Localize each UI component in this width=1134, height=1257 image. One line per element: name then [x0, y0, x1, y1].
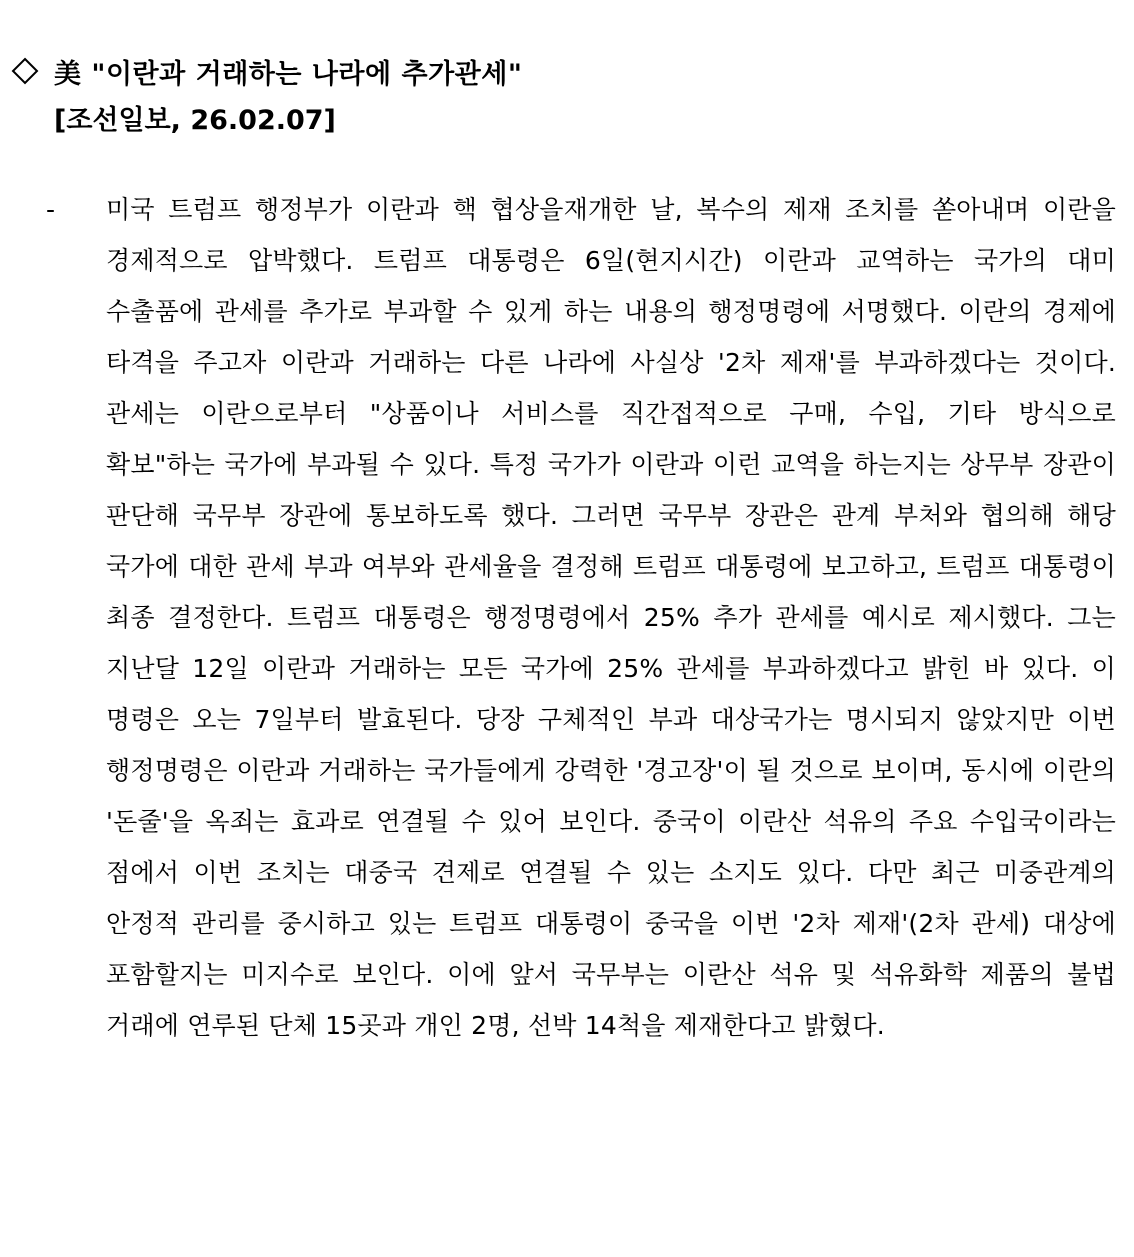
- list-dash: -: [46, 195, 56, 224]
- diamond-bullet-icon: [0, 56, 50, 86]
- article-header: [0, 46, 1134, 146]
- article-source: [조선일보, 26.02.07]: [54, 105, 336, 136]
- article-body: 미국 트럼프 행정부가 이란과 핵 협상을재개한 날, 복수의 제재 조치를 쏟아내며 이란을 경제적으로 압박했다. 트럼프 대통령은 6일(현지시간) 이란과 교역하는 국가의 대미 수출품에 관세를 추가로 부과할 수 있게 하는 내용의 행정명령에 서명했다. 이란의 경제에 타격을 주고자 이란과 거래하는 다른 나라에 사실상 '2차 제재'를 부과하겠다는 것이다. 관세는 이란으로부터 "상품이나 서비스를 직간접적으로 구매, 수입, 기타 방식으로 확보"하는 국가에 부과될 수 있다. 특정 국가가 이란과 이런 교역을 하는지는 상무부 장관이 판단해 국무부 장관에 통보하도록 했다. 그러면 국무부 장관은 관계 부처와 협의해 해당 국가에 대한 관세 부과 여부와 관세율을 결정해 트럼프 대통령에 보고하고, 트럼프 대통령이 최종 결정한다. 트럼프 대통령은 행정명령에서 25% 추가 관세를 예시로 제시했다. 그는 지난달 12일 이란과 거래하는 모든 국가에 25% 관세를 부과하겠다고 밝힌 바 있다. 이 명령은 오는 7일부터 발효된다. 당장 구체적인 부과 대상국가는 명시되지 않았지만 이번 행정명령은 이란과 거래하는 국가들에게 강력한 '경고장'이 될 것으로 보이며, 동시에 이란의 '돈줄'을 옥죄는 효과로 연결될 수 있어 보인다. 중국이 이란산 석유의 주요 수입국이라는 점에서 이번 조치는 대중국 견제로 연결될 수 있는 소지도 있다. 다만 최근 미중관계의 안정적 관리를 중시하고 있는 트럼프 대통령이 중국을 이번 '2차 제재'(2차 관세) 대상에 포함할지는 미지수로 보인다. 이에 앞서 국무부는 이란산 석유 및 석유화학 제품의 불법 거래에 연루된 단체 15곳과 개인 2명, 선박 14척을 제재한다고 밝혔다.: [106, 195, 1116, 1040]
- diamond-outline-icon: [10, 56, 40, 86]
- article-title: 美 "이란과 거래하는 나라에 추가관세": [54, 58, 523, 90]
- headline-row: [0, 46, 1134, 96]
